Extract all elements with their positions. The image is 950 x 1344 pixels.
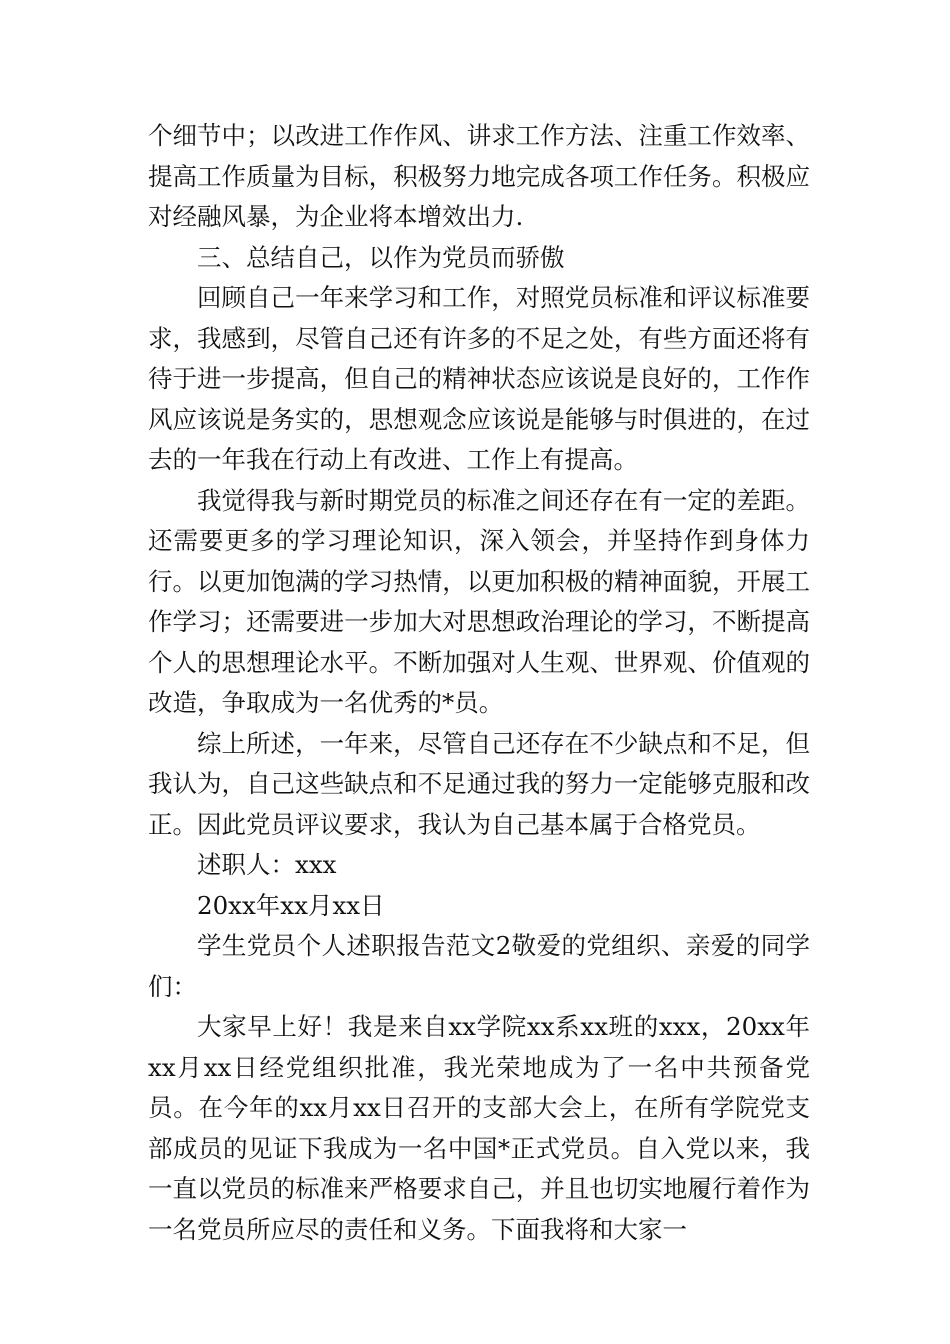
signature-line: 述职人：xxx xyxy=(197,850,337,879)
paragraph-gap: 我觉得我与新时期党员的标准之间还存在有一定的差距。还需要更多的学习理论知识，深入领会，并坚持作到身体力行。以更加饱满的学习热情，以更加积极的精神面貌，开展工作学习；还需要进一步加大对思想政治理论的学习，不断提高个人的思想理论水平。不断加强对人生观、世界观、价值观的改造，争取成为一名优秀的*员。 xyxy=(148,485,810,717)
paragraph-continuation: 个细节中；以改进工作作风、讲求工作方法、注重工作效率、提高工作质量为目标，积极努力地完成各项工作任务。积极应对经融风暴，为企业将本增效出力. xyxy=(148,121,810,231)
section-heading: 三、总结自己，以作为党员而骄傲 xyxy=(197,242,565,272)
paragraph-review: 回顾自己一年来学习和工作，对照党员标准和评议标准要求，我感到，尽管自己还有许多的不足之处，有些方面还将有待于进一步提高，但自己的精神状态应该说是良好的，工作作风应该说是务实的，思想观念应该说是能够与时俱进的，在过去的一年我在行动上有改进、工作上有提高。 xyxy=(148,283,810,474)
paragraph-greeting: 大家早上好！我是来自xx学院xx系xx班的xxx，20xx年xx月xx日经党组织批准，我光荣地成为了一名中共预备党员。在今年的xx月xx日召开的支部大会上，在所有学院党支部成员的见证下我成为一名中国*正式党员。自入党以来，我一直以党员的标准来严格要求自己，并且也切实地履行着作为一名党员所应尽的责任和义务。下面我将和大家一 xyxy=(148,1012,810,1244)
paragraph-conclusion: 综上所述，一年来，尽管自己还存在不少缺点和不足，但我认为，自己这些缺点和不足通过我的努力一定能够克服和改正。因此党员评议要求，我认为自己基本属于合格党员。 xyxy=(148,728,810,839)
document-body xyxy=(148,116,810,1250)
second-report-title: 学生党员个人述职报告范文2敬爱的党组织、亲爱的同学们： xyxy=(148,931,810,1001)
date-line: 20xx年xx月xx日 xyxy=(197,890,385,920)
